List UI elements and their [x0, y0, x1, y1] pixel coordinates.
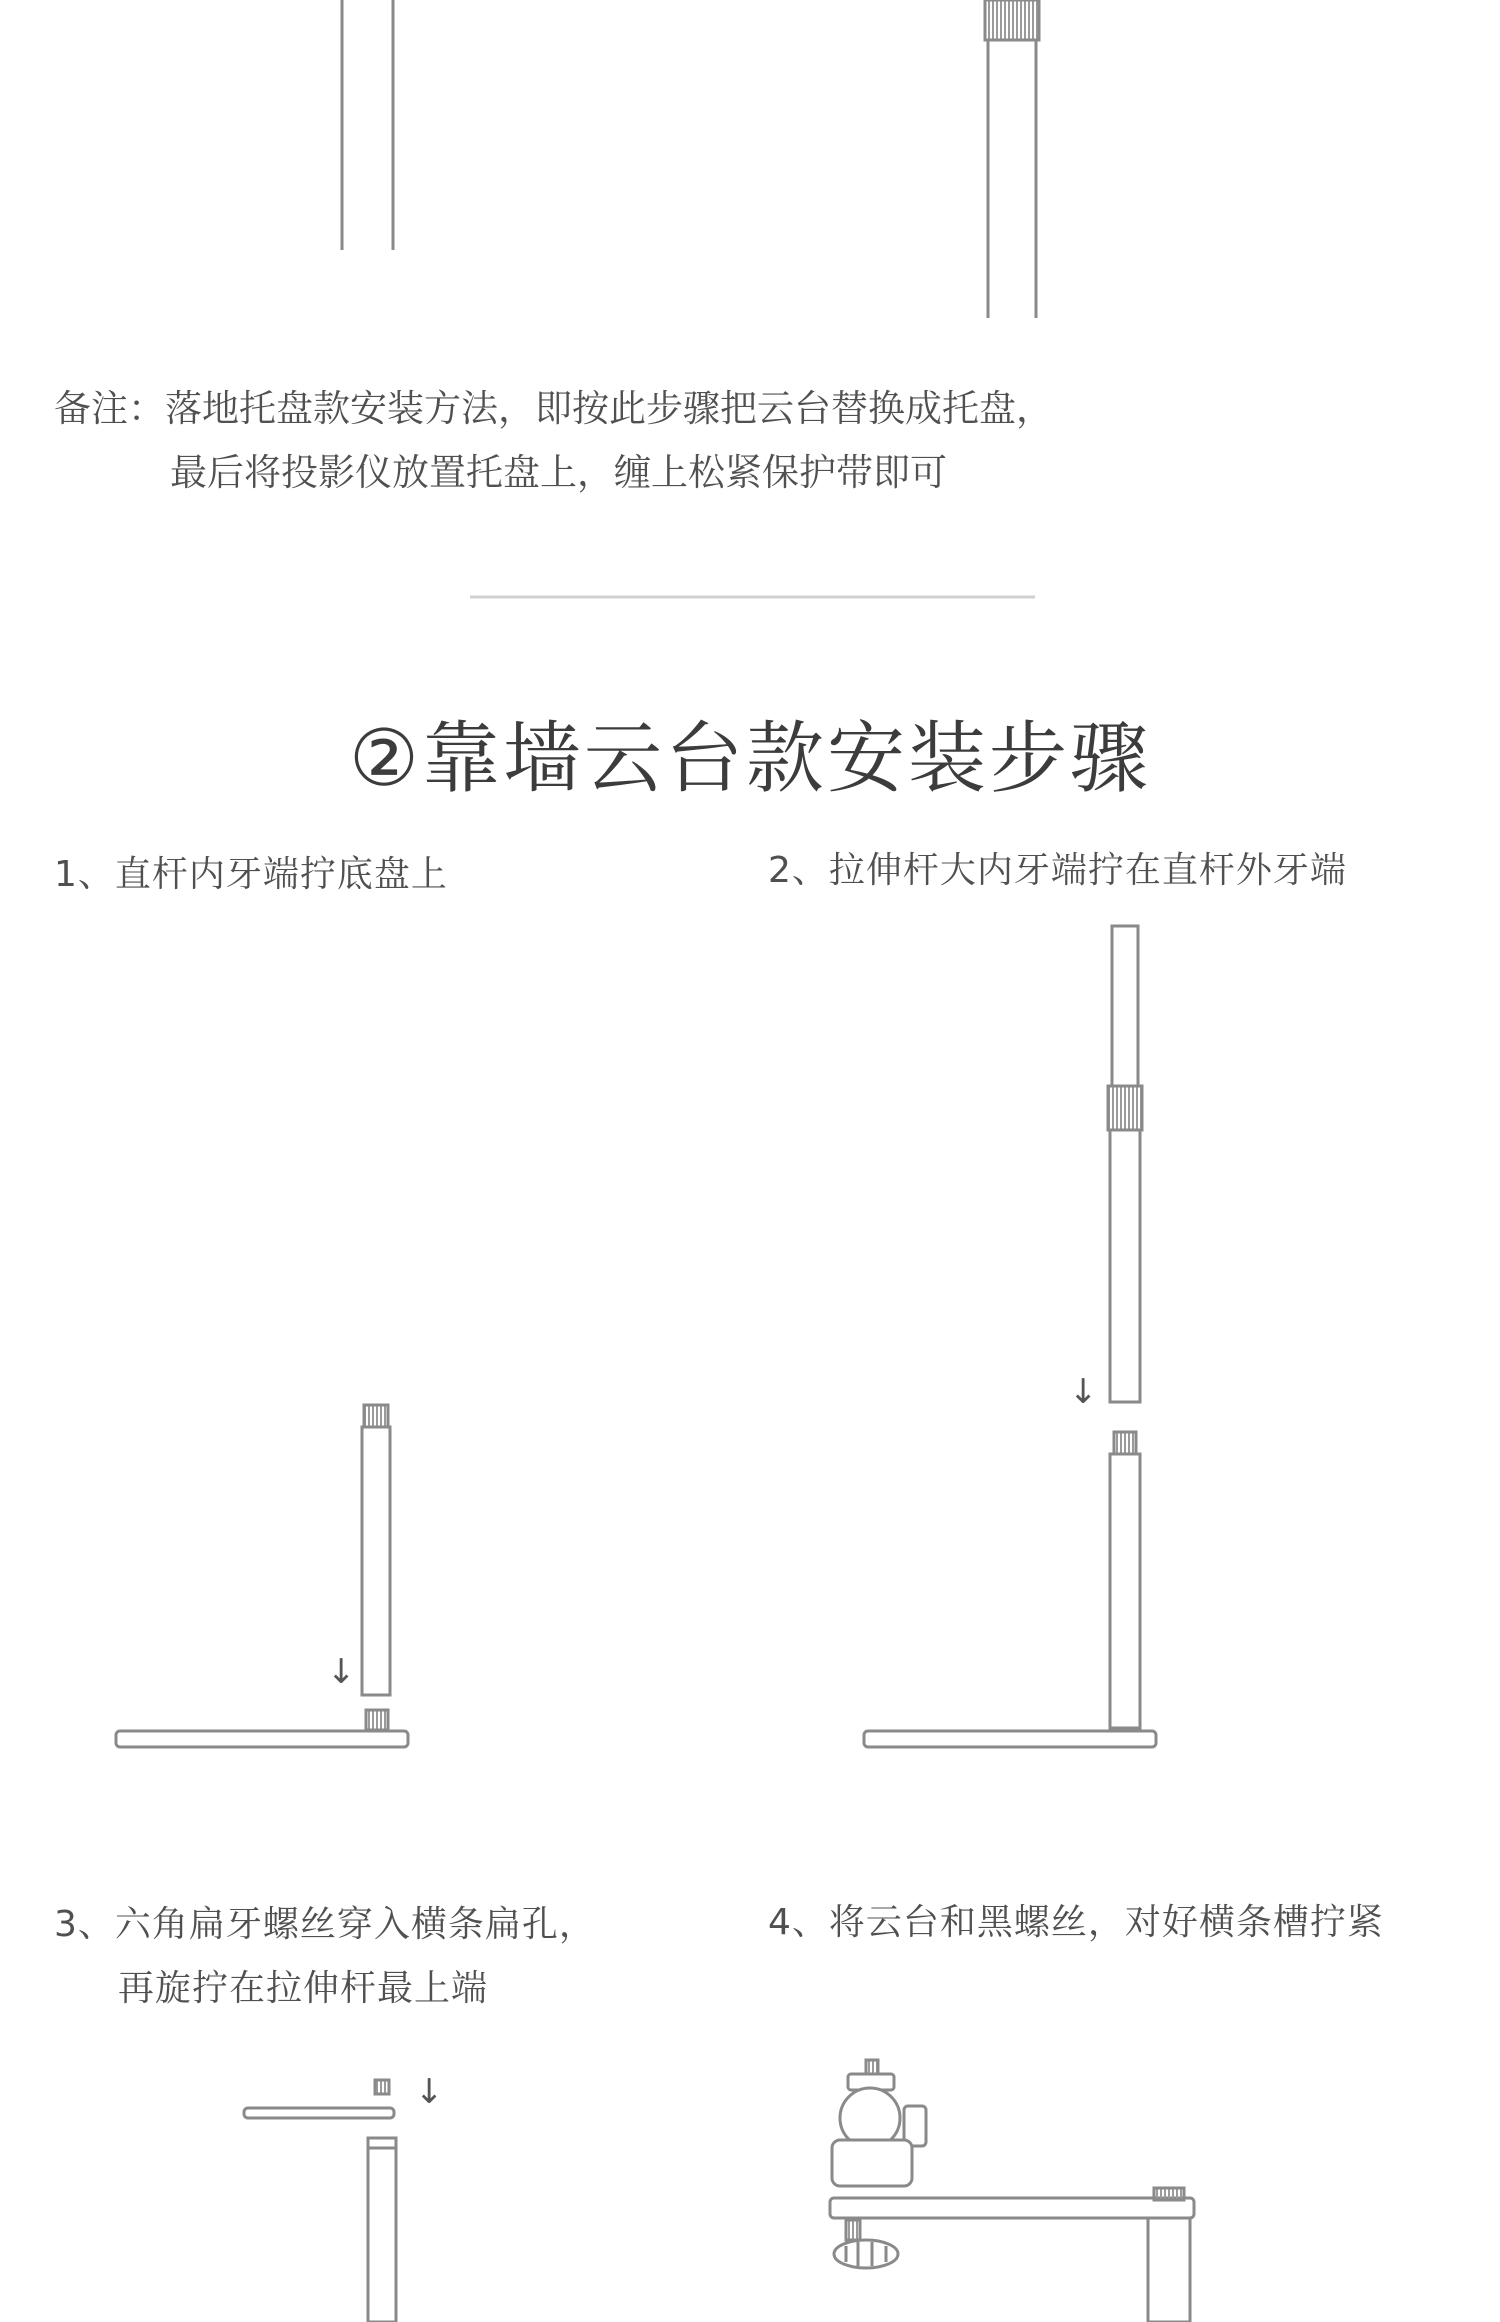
- step2-illustration: [864, 926, 1156, 1747]
- step1-thread-top: [364, 1405, 388, 1427]
- step-3-label-line-2: 再旋拧在拉伸杆最上端: [118, 1968, 489, 2009]
- step3-illustration: [244, 2080, 396, 2322]
- step2-extension-bottom: [1110, 1130, 1140, 1402]
- step-1-label: 1、直杆内牙端拧底盘上: [54, 854, 448, 895]
- step1-thread-base: [366, 1710, 388, 1730]
- step1-pole: [362, 1427, 390, 1695]
- step-3-label-line-1: 3、六角扁牙螺丝穿入横条扁孔，: [54, 1904, 596, 1945]
- step2-base-plate: [864, 1731, 1156, 1747]
- black-screw-knob-icon: [834, 2220, 898, 2268]
- step4-crossbar: [830, 2198, 1194, 2218]
- top-right-pole: [985, 0, 1039, 318]
- ball-head-icon: [832, 2060, 926, 2186]
- note-line-1: 备注：落地托盘款安装方法，即按此步骤把云台替换成托盘，: [54, 387, 1053, 430]
- step4-screw: [1154, 2188, 1184, 2200]
- step-2-label: 2、拉伸杆大内牙端拧在直杆外牙端: [768, 850, 1347, 891]
- step4-pole: [1148, 2218, 1190, 2322]
- step1-base-plate: [116, 1731, 408, 1747]
- step3-crossbar: [244, 2108, 394, 2118]
- step3-pole: [368, 2148, 396, 2322]
- note-line-2: 最后将投影仪放置托盘上，缠上松紧保护带即可: [170, 451, 947, 494]
- step3-screw: [375, 2080, 389, 2094]
- top-left-pole: [342, 0, 393, 250]
- step2-extension-top: [1112, 926, 1138, 1086]
- step3-down-arrow-icon: ↓: [415, 2072, 444, 2112]
- section-title: ②靠墙云台款安装步骤: [349, 714, 1151, 804]
- step2-down-arrow-icon: ↓: [1069, 1372, 1098, 1412]
- step4-illustration: [830, 2060, 1194, 2322]
- step2-thread-top: [1114, 1432, 1136, 1454]
- step-4-label: 4、将云台和黑螺丝，对好横条槽拧紧: [768, 1902, 1384, 1943]
- step2-extension-thread: [1108, 1086, 1142, 1130]
- step1-illustration: [116, 1405, 408, 1747]
- step2-pole: [1110, 1454, 1140, 1728]
- step1-down-arrow-icon: ↓: [327, 1652, 356, 1692]
